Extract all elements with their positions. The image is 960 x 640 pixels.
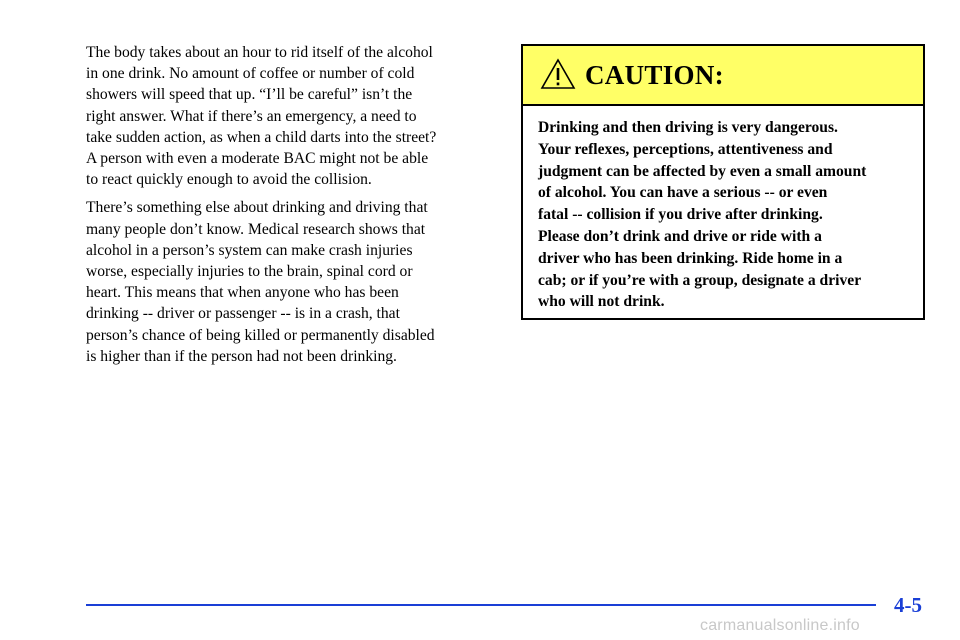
caution-box bbox=[521, 44, 925, 320]
caution-text: Drinking and then driving is very dangerous. Your reflexes, perceptions, attentiveness and judgment can be affected by even a small amount of alcohol. You can have a serious -- or even fatal -- collision if you drive after drinking. Please don’t drink and drive or ride with a driver who has been drinking. Ride home in a cab; or if you’re with a group, designate a driver who will not drink. bbox=[538, 119, 867, 311]
caution-title: CAUTION: bbox=[585, 60, 724, 90]
warning-triangle-icon bbox=[540, 58, 576, 90]
page-number: 4-5 bbox=[894, 593, 922, 617]
footer-divider bbox=[86, 604, 876, 606]
body-text-column bbox=[86, 42, 496, 374]
body-paragraph-1: The body takes about an hour to rid itself of the alcohol in one drink. No amount of coffee or number of cold showers will speed that up. “I’ll be careful” isn’t the right answer. What if there’s an emergency, a need to take sudden action, as when a child darts into the street? A person with even a moderate BAC might not be able to react quickly enough to avoid the collision. bbox=[86, 44, 437, 189]
body-paragraph-2: There’s something else about drinking and driving that many people don’t know. Medical research shows that alcohol in a person’s system can make crash injuries worse, especially injuries to the brain, spinal cord or heart. This means that when anyone who has been drinking -- driver or passenger -- is in a crash, that person’s chance of being killed or permanently disabled is higher than if the person had not been drinking. bbox=[86, 199, 435, 365]
watermark: carmanualsonline.info bbox=[700, 617, 860, 634]
caution-header bbox=[523, 46, 923, 106]
